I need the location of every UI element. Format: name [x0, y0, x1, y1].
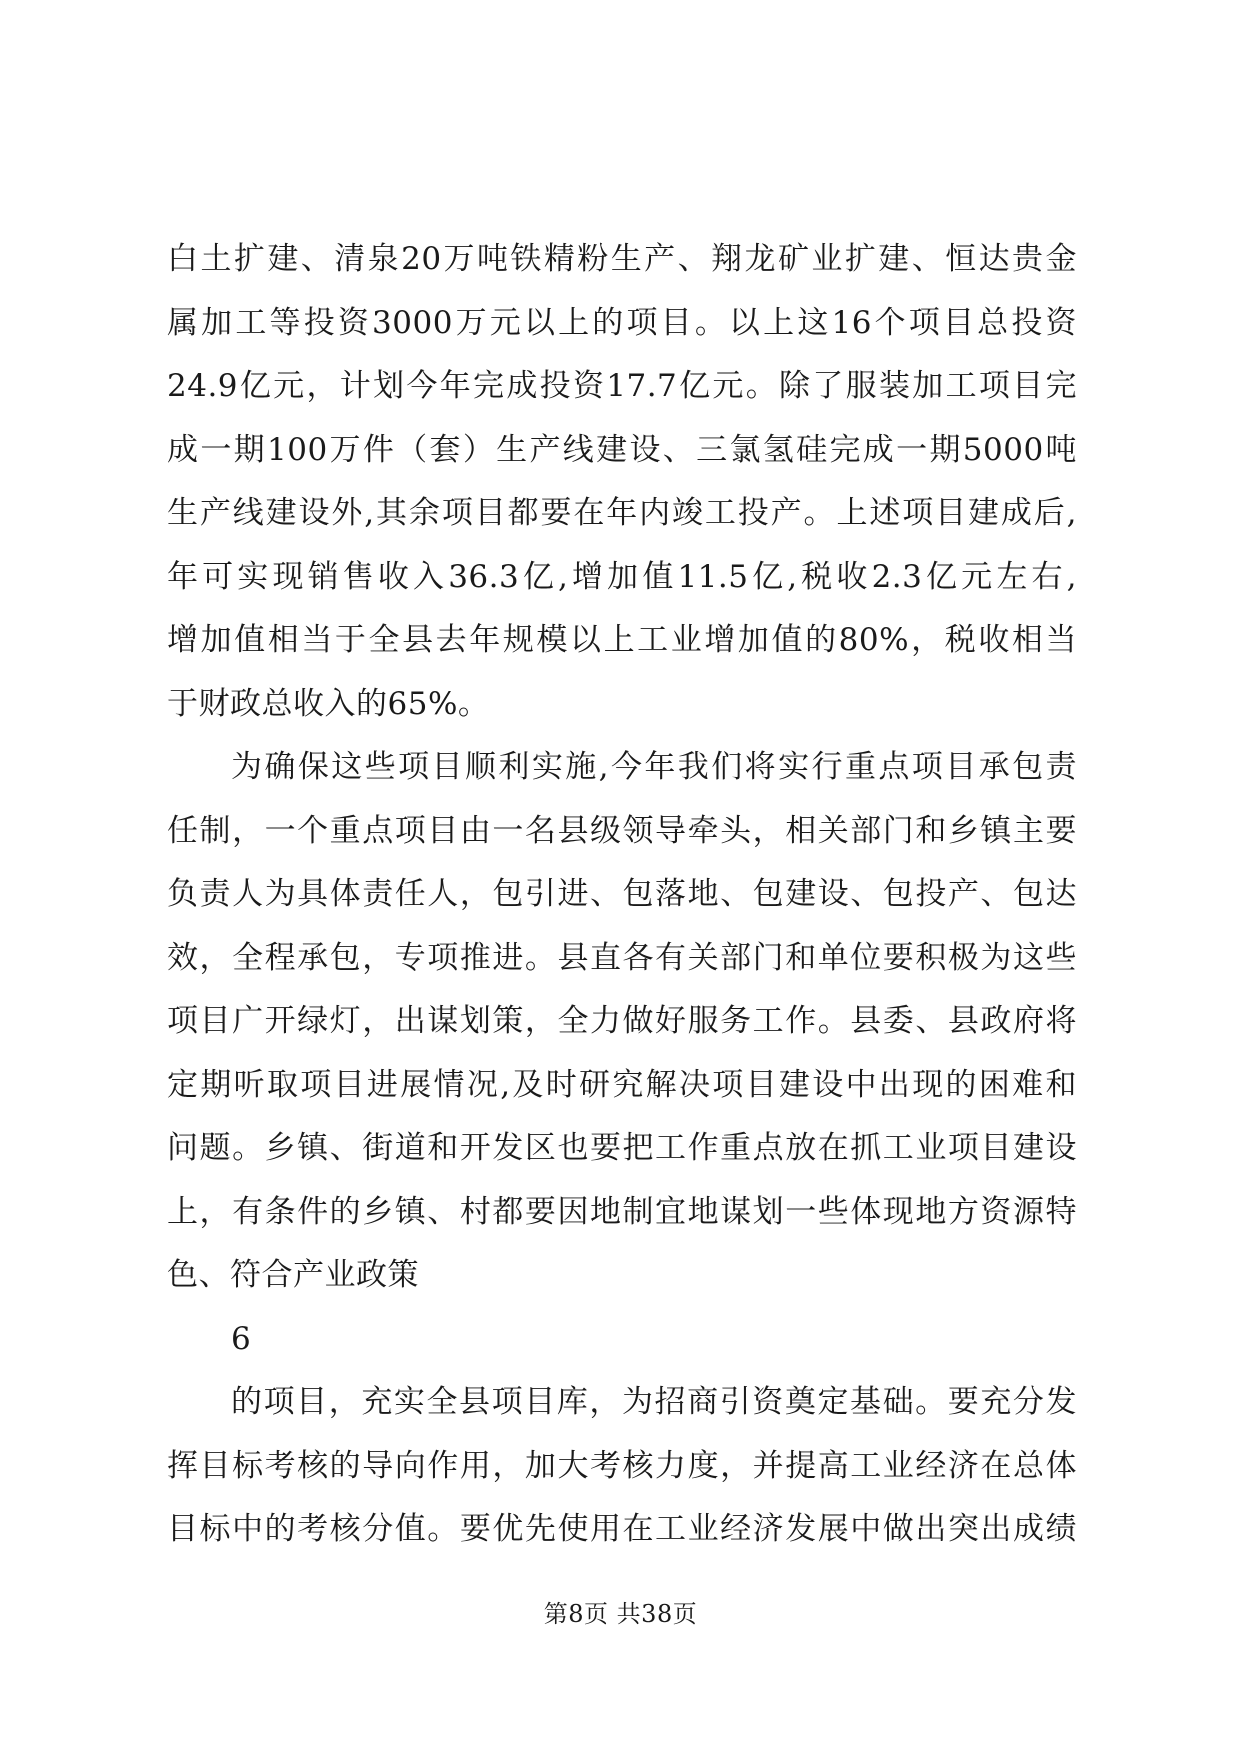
text-line: 成一期100万件（套）生产线建设、三氯氢硅完成一期5000吨 — [167, 431, 1077, 468]
text-line: 负责人为具体责任人，包引进、包落地、包建设、包投产、包达 — [167, 876, 1077, 912]
paragraph-2 — [167, 736, 1077, 1308]
text-line: 项目广开绿灯，出谋划策，全力做好服务工作。县委、县政府将 — [167, 1003, 1077, 1039]
text-line: 效，全程承包，专项推进。县直各有关部门和单位要积极为这些 — [167, 939, 1077, 976]
text-line: 生产线建设外,其余项目都要在年内竣工投产。上述项目建成后, — [167, 495, 1077, 531]
body-text — [167, 228, 1077, 1562]
text-line: 定期听取项目进展情况,及时研究解决项目建设中出现的困难和 — [167, 1066, 1077, 1103]
text-line: 白土扩建、清泉20万吨铁精粉生产、翔龙矿业扩建、恒达贵金 — [167, 241, 1077, 277]
text-line: 年可实现销售收入36.3亿,增加值11.5亿,税收2.3亿元左右, — [167, 558, 1077, 595]
text-line: 任制，一个重点项目由一名县级领导牵头，相关部门和乡镇主要 — [167, 812, 1077, 849]
page-footer: 第8页 共38页 — [543, 1600, 698, 1628]
text-line: 于财政总收入的65%。 — [167, 685, 490, 722]
text-line: 增加值相当于全县去年规模以上工业增加值的80%，税收相当 — [167, 622, 1077, 658]
text-line: 的项目，充实全县项目库，为招商引资奠定基础。要充分发 — [231, 1384, 1077, 1420]
paragraph-1 — [167, 228, 1077, 736]
text-line: 属加工等投资3000万元以上的项目。以上这16个项目总投资 — [167, 304, 1077, 341]
paragraph-3 — [167, 1371, 1077, 1562]
text-line: 为确保这些项目顺利实施,今年我们将实行重点项目承包责 — [231, 749, 1077, 785]
inline-page-number: 6 — [231, 1320, 251, 1357]
text-line: 色、符合产业政策 — [167, 1257, 419, 1293]
text-line: 问题。乡镇、街道和开发区也要把工作重点放在抓工业项目建设 — [167, 1130, 1077, 1166]
text-line: 挥目标考核的导向作用，加大考核力度，并提高工业经济在总体 — [167, 1447, 1077, 1484]
text-line: 目标中的考核分值。要优先使用在工业经济发展中做出突出成绩 — [167, 1511, 1077, 1547]
text-line: 24.9亿元，计划今年完成投资17.7亿元。除了服装加工项目完 — [167, 368, 1077, 404]
text-line: 上，有条件的乡镇、村都要因地制宜地谋划一些体现地方资源特 — [167, 1193, 1077, 1230]
